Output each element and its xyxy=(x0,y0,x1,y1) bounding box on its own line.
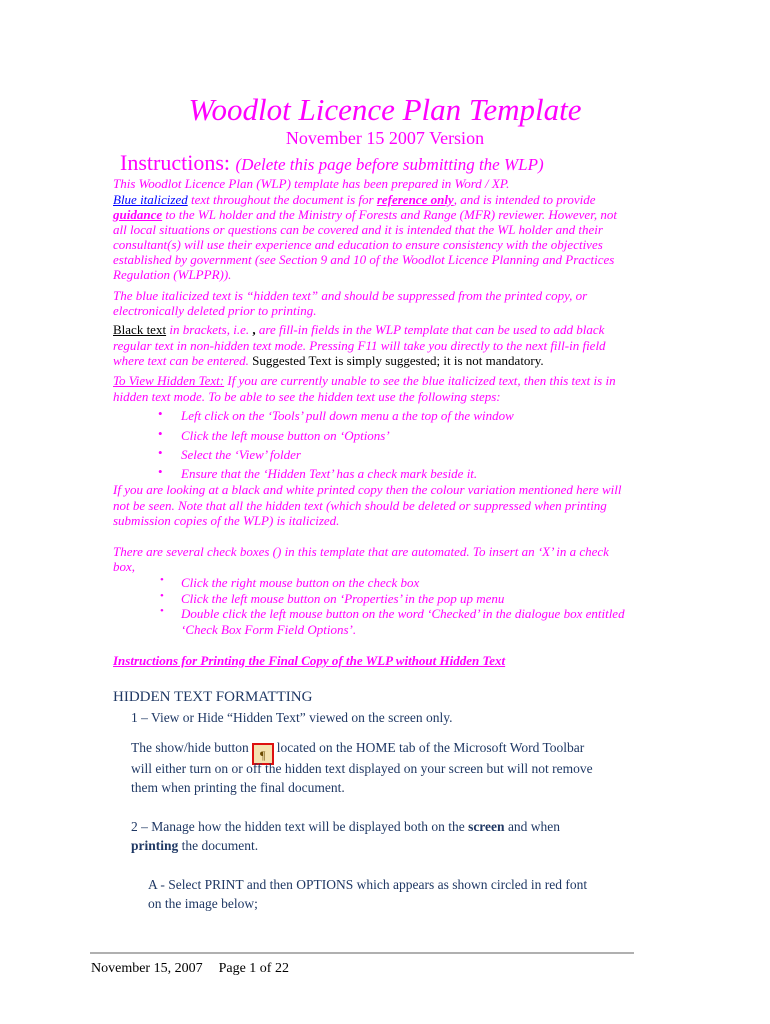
text-span: and when xyxy=(504,819,561,834)
footer xyxy=(91,961,289,977)
black-text-term: Black text xyxy=(113,322,167,337)
text-span: If you are currently unable to see the blue italicized text, then this text is in xyxy=(224,373,616,388)
bw-note-3: submission copies of the WLP) is italicized. xyxy=(113,513,340,528)
text-span: The show/hide button xyxy=(131,740,249,755)
black-text-line-3 xyxy=(113,353,544,369)
step-item: Left click on the ‘Tools’ pull down menu a the top of the window xyxy=(181,408,514,423)
item-a-line-2: on the image below; xyxy=(148,896,258,911)
blue-italic-line-3: all local situations or questions can be covered and it is intended that the WL holder and their xyxy=(113,222,603,237)
footer-divider xyxy=(90,952,634,954)
footer-page: Page 1 of 22 xyxy=(218,961,289,976)
text-span: where text can be entered. xyxy=(113,353,249,368)
bullet-icon: • xyxy=(158,445,163,460)
view-hidden-line-2: hidden text mode. To be able to see the hidden text use the following steps: xyxy=(113,389,501,404)
step-item: Select the ‘View’ folder xyxy=(181,447,301,462)
showhide-line-2: will either turn on or off the hidden text displayed on your screen but will not remove xyxy=(131,761,593,776)
text-span: to the WL holder and the Ministry of Forests and Range (MFR) reviewer. However, not xyxy=(162,207,617,222)
bullet-icon: • xyxy=(158,426,163,441)
black-text-line-2: regular text in non-hidden text mode. Pressing F11 will take you directly to the next fill-in field xyxy=(113,338,606,353)
text-span: text throughout the document is for xyxy=(187,192,377,207)
text-span: located on the HOME tab of the Microsoft Word Toolbar xyxy=(276,740,585,755)
checkbox-note-2: box, xyxy=(113,559,136,574)
checkbox-step: Double click the left mouse button on the word ‘Checked’ in the dialogue box entitled xyxy=(181,606,625,621)
instructions-heading xyxy=(120,150,544,176)
item-1: 1 – View or Hide “Hidden Text” viewed on the screen only. xyxy=(131,710,453,725)
bullet-icon: • xyxy=(160,590,164,602)
printing-term: printing xyxy=(131,838,179,853)
blue-italic-line-1 xyxy=(113,192,595,208)
blue-italicized-term: Blue italicized xyxy=(113,192,188,207)
blue-italic-line-2 xyxy=(113,207,617,223)
intro-line: This Woodlot Licence Plan (WLP) template has been prepared in Word / XP. xyxy=(113,176,510,191)
instructions-label: Instructions: xyxy=(120,150,230,175)
screen-term: screen xyxy=(468,819,505,834)
showhide-line-3: them when printing the final document. xyxy=(131,780,345,795)
reference-only-term: reference only xyxy=(376,192,454,207)
item-2-line-1 xyxy=(131,819,560,835)
blue-italic-line-4: consultant(s) will use their experience and education to ensure consistency with the objectives xyxy=(113,237,603,252)
text-span: , xyxy=(252,322,256,337)
hidden-text-note-1: The blue italicized text is “hidden text” and should be suppressed from the printed copy, or xyxy=(113,288,588,303)
step-item: Ensure that the ‘Hidden Text’ has a check mark beside it. xyxy=(181,466,478,481)
text-span: Suggested Text is simply suggested; it is not mandatory. xyxy=(248,353,544,368)
text-span: are fill-in fields in the WLP template that can be used to add black xyxy=(255,322,605,337)
guidance-term: guidance xyxy=(113,207,163,222)
hidden-text-formatting-heading: HIDDEN TEXT FORMATTING xyxy=(113,689,313,705)
bullet-icon: • xyxy=(160,574,164,586)
checkbox-step: Click the right mouse button on the check box xyxy=(181,575,420,590)
text-span: in brackets, i.e. xyxy=(166,322,253,337)
bullet-icon: • xyxy=(158,406,163,421)
view-hidden-term: To View Hidden Text: xyxy=(113,373,225,388)
show-hide-pilcrow-icon[interactable]: ¶ xyxy=(252,743,274,765)
print-instructions-heading: Instructions for Printing the Final Copy of the WLP without Hidden Text xyxy=(113,653,506,668)
bullet-icon: • xyxy=(158,464,163,479)
blue-italic-line-5: established by government (see Section 9 and 10 of the Woodlot Licence Planning and Practices xyxy=(113,252,615,267)
text-span: , and is intended to provide xyxy=(453,192,596,207)
step-item: Click the left mouse button on ‘Options’ xyxy=(181,428,390,443)
checkbox-note-1: There are several check boxes () in this template that are automated. To insert an ‘X’ in a check xyxy=(113,544,609,559)
document-title: Woodlot Licence Plan Template xyxy=(188,92,582,127)
bw-note-1: If you are looking at a black and white printed copy then the colour variation mentioned here will xyxy=(113,482,622,497)
checkbox-step: Click the left mouse button on ‘Properties’ in the pop up menu xyxy=(181,591,505,606)
black-text-line-1 xyxy=(113,322,604,338)
hidden-text-note-2: electronically deleted prior to printing. xyxy=(113,303,317,318)
item-a-line-1: A - Select PRINT and then OPTIONS which appears as shown circled in red font xyxy=(148,877,588,892)
blue-italic-line-6: Regulation (WLPPR)). xyxy=(113,267,232,282)
item-2-line-2 xyxy=(131,838,258,854)
bullet-icon: • xyxy=(160,605,164,617)
instructions-subtitle: (Delete this page before submitting the WLP) xyxy=(235,155,544,174)
text-span: the document. xyxy=(178,838,259,853)
bw-note-2: not be seen. Note that all the hidden text (which should be deleted or suppressed when printing xyxy=(113,498,607,513)
version-line: November 15 2007 Version xyxy=(285,128,485,148)
text-span: 2 – Manage how the hidden text will be displayed both on the xyxy=(131,819,469,834)
view-hidden-line-1 xyxy=(113,373,616,389)
footer-date: November 15, 2007 xyxy=(91,961,203,976)
checkbox-step-cont: ‘Check Box Form Field Options’. xyxy=(181,622,357,637)
